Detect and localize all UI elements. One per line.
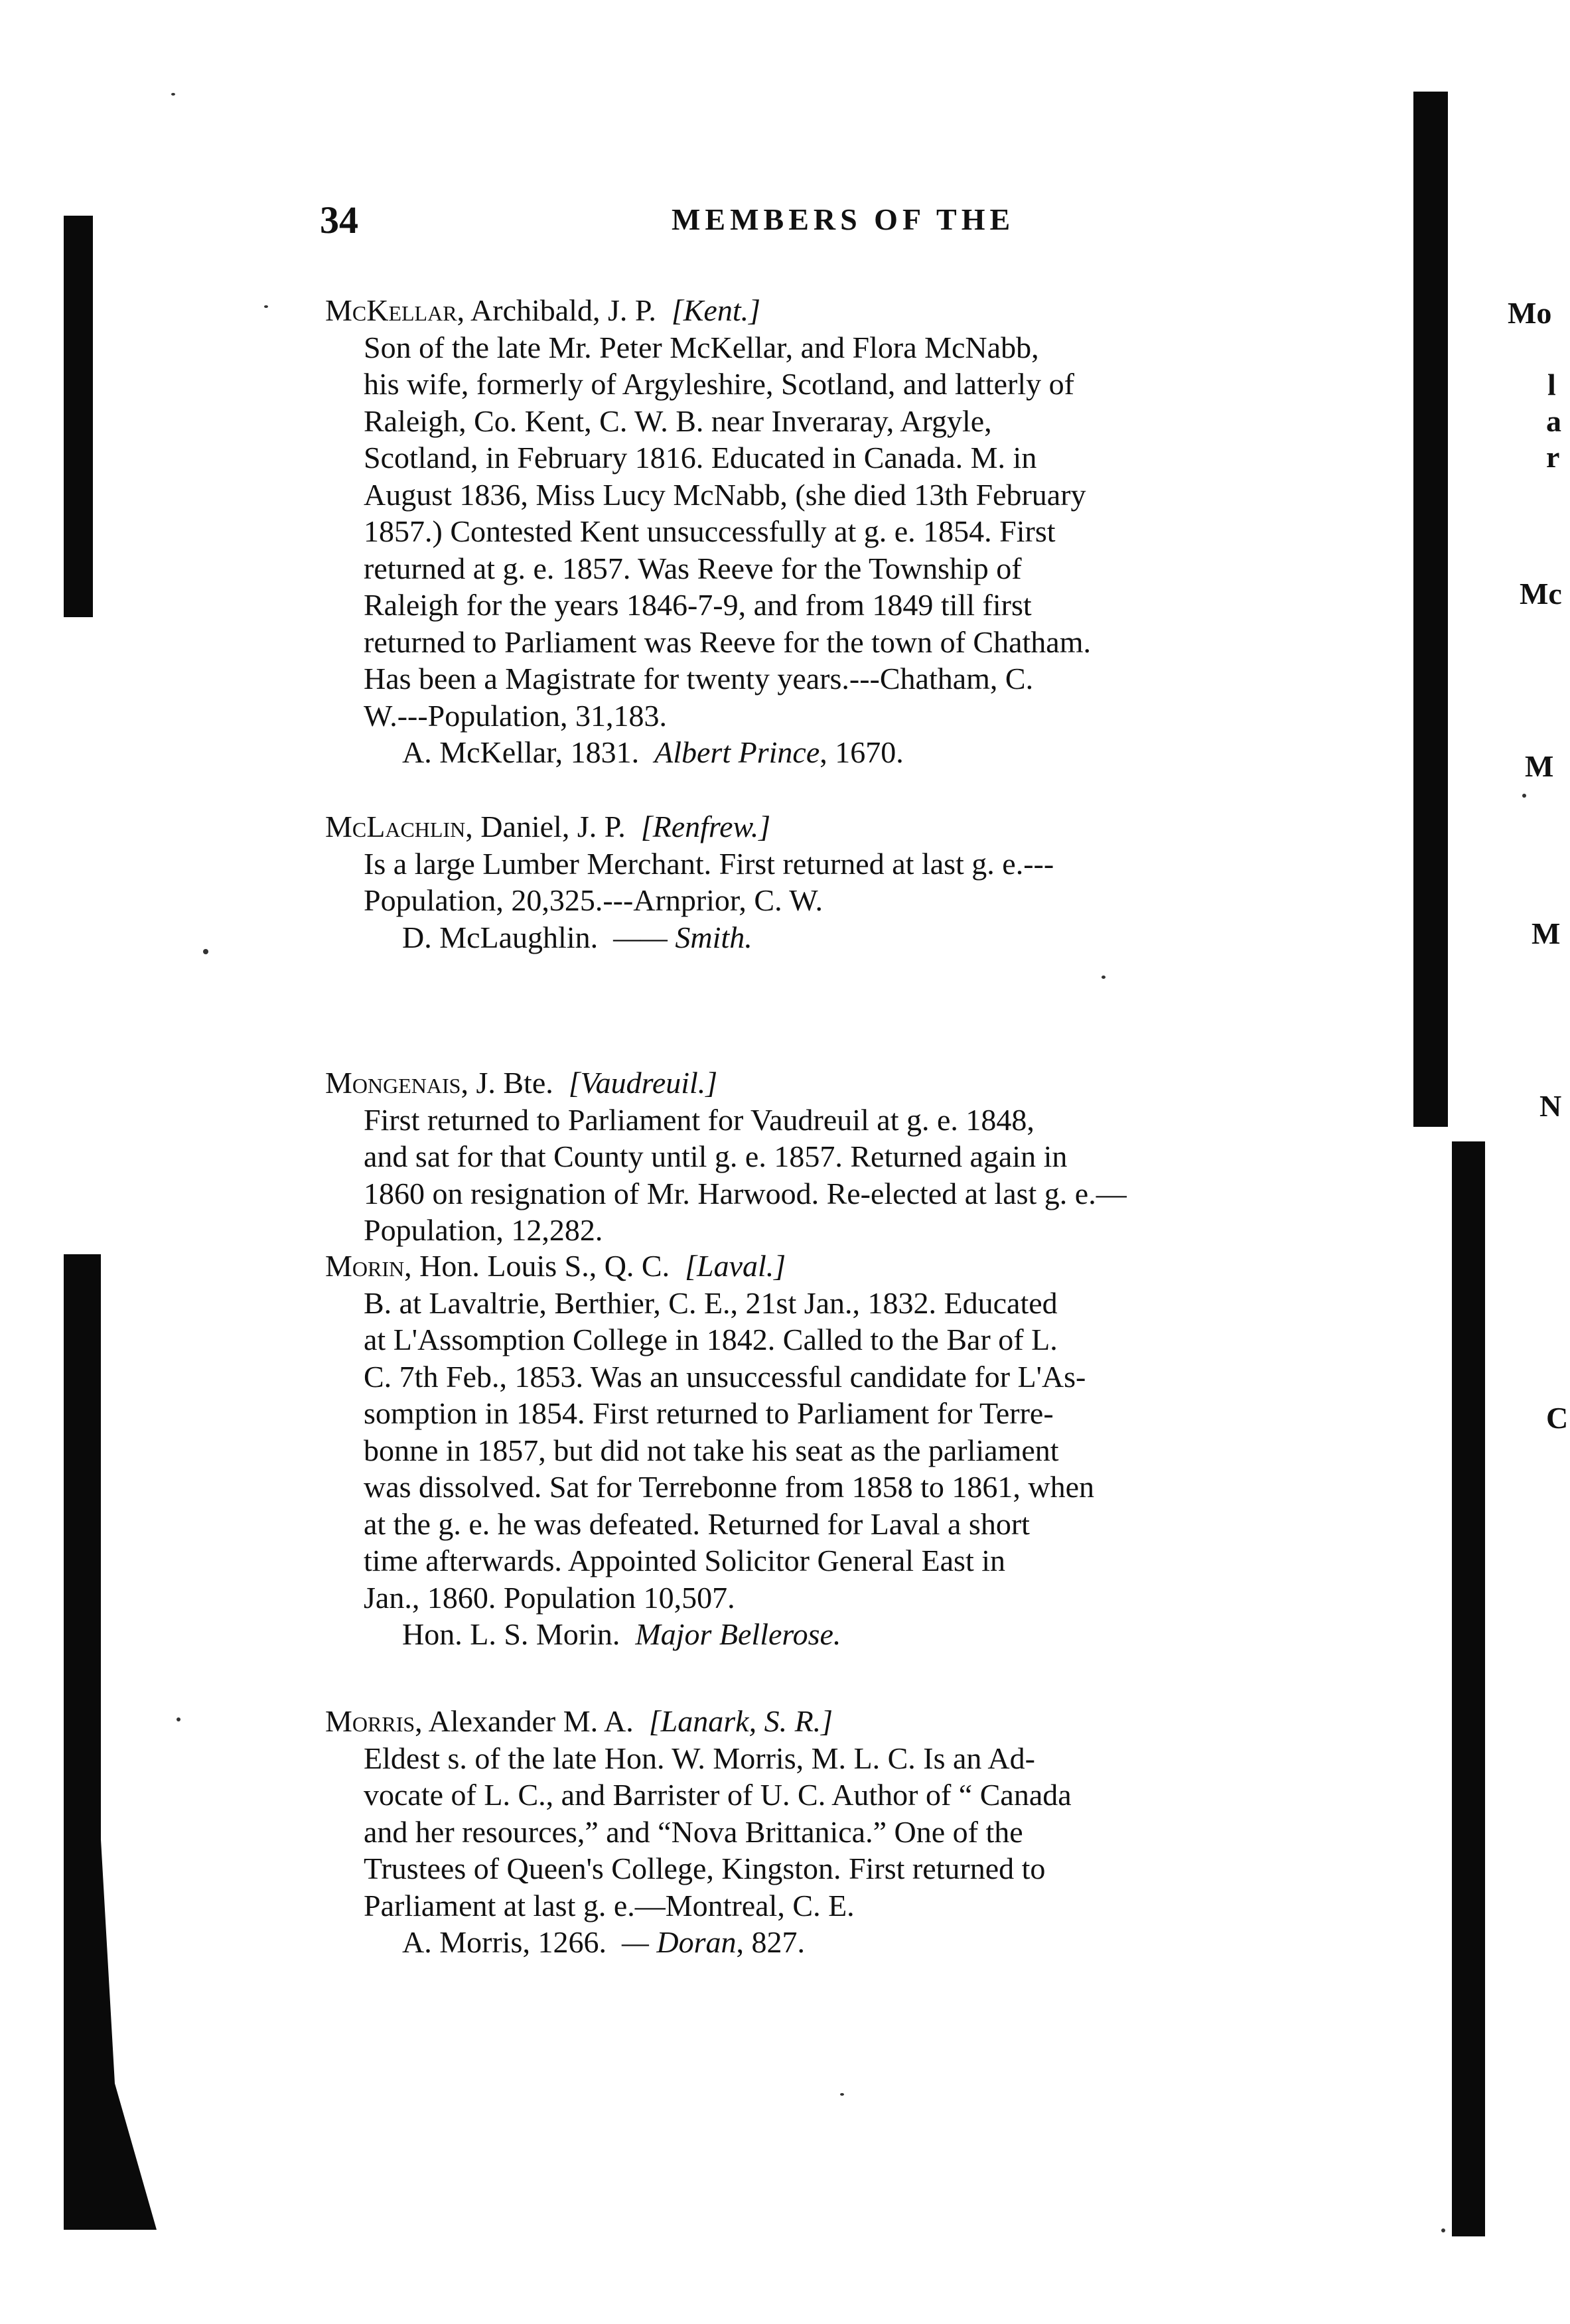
entry-heading-rest: , Daniel, J. P. — [465, 810, 626, 843]
entry-morris — [325, 1703, 1387, 1961]
winner-result: A. McKellar, 1831. — [402, 735, 640, 769]
body-line: time afterwards. Appointed Solicitor General East in — [364, 1544, 1006, 1577]
left-binding-bar-top — [64, 216, 93, 617]
body-line: at L'Assomption College in 1842. Called to the Bar of L. — [364, 1323, 1058, 1356]
entry-heading-rest: , J. Bte. — [461, 1066, 553, 1100]
margin-fragment: a — [1546, 404, 1561, 438]
winner-result: Hon. L. S. Morin. — [402, 1617, 620, 1651]
body-line: Population, 20,325.---Arnprior, C. W. — [364, 883, 823, 917]
page-header — [320, 198, 1382, 244]
entry-heading — [325, 292, 1387, 329]
body-line: Trustees of Queen's College, Kingston. First returned to — [364, 1852, 1046, 1885]
body-line: B. at Lavaltrie, Berthier, C. E., 21st Jan., 1832. Educated — [364, 1285, 1058, 1320]
left-binding-bar-bottom — [64, 1254, 157, 2230]
election-result — [325, 1924, 1387, 1961]
body-line: returned at g. e. 1857. Was Reeve for the Township of — [364, 551, 1022, 585]
entry-constituency: [Lanark, S. R.] — [648, 1704, 833, 1738]
body-line: 1860 on resignation of Mr. Harwood. Re-elected at last g. e.— — [364, 1176, 1127, 1210]
margin-fragment: Mo — [1508, 296, 1552, 330]
entry-constituency: [Vaudreuil.] — [568, 1066, 718, 1100]
opponent-name: — Doran — [621, 1925, 737, 1959]
body-line: Raleigh for the years 1846-7-9, and from 1849 till first — [364, 588, 1032, 622]
entry-surname: Morin — [325, 1249, 405, 1283]
body-line: bonne in 1857, but did not take his seat as the parliament — [364, 1433, 1059, 1467]
right-edge-bar-bottom — [1452, 1141, 1485, 2236]
winner-result: A. Morris, 1266. — [402, 1925, 607, 1959]
scan-speck — [264, 305, 268, 308]
entry-heading-rest: , Alexander M. A. — [415, 1704, 634, 1738]
right-edge-bar-top — [1413, 92, 1448, 1127]
body-line: Is a large Lumber Merchant. First returned at last g. e.--- — [364, 846, 1054, 881]
scan-speck — [171, 93, 175, 96]
entry-heading — [325, 1248, 1387, 1285]
body-line: his wife, formerly of Argyleshire, Scotland, and latterly of — [364, 367, 1074, 401]
body-line: August 1836, Miss Lucy McNabb, (she died 13th February — [364, 477, 1086, 512]
opponent-votes: , 827. — [736, 1925, 805, 1959]
entry-heading — [325, 808, 1387, 845]
running-head: MEMBERS OF THE — [672, 202, 1015, 236]
winner-result: D. McLaughlin. — [402, 920, 599, 954]
election-result — [325, 1616, 1387, 1653]
body-line: and her resources,” and “Nova Brittanica.” One of the — [364, 1814, 1023, 1849]
entry-heading-rest: , Hon. Louis S., Q. C. — [404, 1249, 670, 1283]
body-line: First returned to Parliament for Vaudreuil at g. e. 1848, — [364, 1102, 1035, 1137]
margin-fragment: N — [1539, 1089, 1562, 1123]
opponent-name: Major Bellerose. — [635, 1617, 841, 1651]
margin-fragment: C — [1546, 1401, 1569, 1435]
scan-speck — [1102, 976, 1106, 979]
body-line: Parliament at last g. e.—Montreal, C. E. — [364, 1888, 855, 1923]
body-line: Eldest s. of the late Hon. W. Morris, M. L. C. Is an Ad- — [364, 1741, 1035, 1775]
opponent-votes: , 1670. — [820, 735, 904, 769]
body-line: 1857.) Contested Kent unsuccessfully at g. e. 1854. First — [364, 514, 1056, 548]
body-line: somption in 1854. First returned to Parliament for Terre- — [364, 1396, 1054, 1430]
margin-fragment: l — [1547, 368, 1556, 401]
entry-constituency: [Renfrew.] — [640, 810, 771, 843]
entry-constituency: [Laval.] — [685, 1249, 786, 1283]
entry-surname: Mongenais — [325, 1066, 461, 1100]
scan-speck — [177, 1717, 180, 1721]
body-line: vocate of L. C., and Barrister of U. C. Author of “ Canada — [364, 1778, 1072, 1812]
entry-surname: Morris — [325, 1704, 415, 1738]
body-line: Raleigh, Co. Kent, C. W. B. near Inveraray, Argyle, — [364, 403, 992, 438]
election-result — [325, 919, 1387, 956]
body-line: C. 7th Feb., 1853. Was an unsuccessful candidate for L'As- — [364, 1359, 1086, 1394]
opponent-name: —— Smith. — [613, 920, 752, 954]
margin-fragment: M — [1525, 749, 1554, 783]
opponent-name: Albert Prince — [654, 735, 820, 769]
body-line: at the g. e. he was defeated. Returned for Laval a short — [364, 1506, 1030, 1541]
entry-mclachlin — [325, 808, 1387, 956]
election-result — [325, 734, 1387, 771]
body-line: was dissolved. Sat for Terrebonne from 1858 to 1861, when — [364, 1470, 1095, 1504]
body-line: Has been a Magistrate for twenty years.---Chatham, C. — [364, 662, 1034, 695]
margin-fragment: r — [1546, 440, 1560, 474]
entry-surname: McKellar — [325, 293, 457, 327]
entry-morin — [325, 1248, 1387, 1653]
scan-speck — [203, 949, 208, 954]
entry-heading — [325, 1703, 1387, 1740]
entry-surname: McLachlin — [325, 810, 466, 843]
entry-mckellar — [325, 292, 1387, 771]
body-line: and sat for that County until g. e. 1857. Returned again in — [364, 1139, 1068, 1173]
page-number: 34 — [320, 198, 358, 242]
scan-speck — [1522, 794, 1526, 798]
margin-fragment: Mc — [1520, 577, 1562, 611]
body-line: returned to Parliament was Reeve for the town of Chatham. — [364, 624, 1092, 659]
margin-fragment: M — [1532, 916, 1561, 950]
body-line: W.---Population, 31,183. — [364, 698, 667, 733]
entry-constituency: [Kent.] — [671, 293, 761, 327]
entry-heading — [325, 1064, 1387, 1102]
scan-speck — [840, 2093, 844, 2096]
body-line: Son of the late Mr. Peter McKellar, and Flora McNabb, — [364, 330, 1039, 364]
body-line: Jan., 1860. Population 10,507. — [364, 1580, 735, 1615]
scan-speck — [1441, 2228, 1445, 2232]
entry-heading-rest: , Archibald, J. P. — [457, 293, 656, 327]
body-line: Population, 12,282. — [364, 1213, 603, 1247]
body-line: Scotland, in February 1816. Educated in Canada. M. in — [364, 441, 1037, 474]
entry-mongenais — [325, 1064, 1387, 1249]
